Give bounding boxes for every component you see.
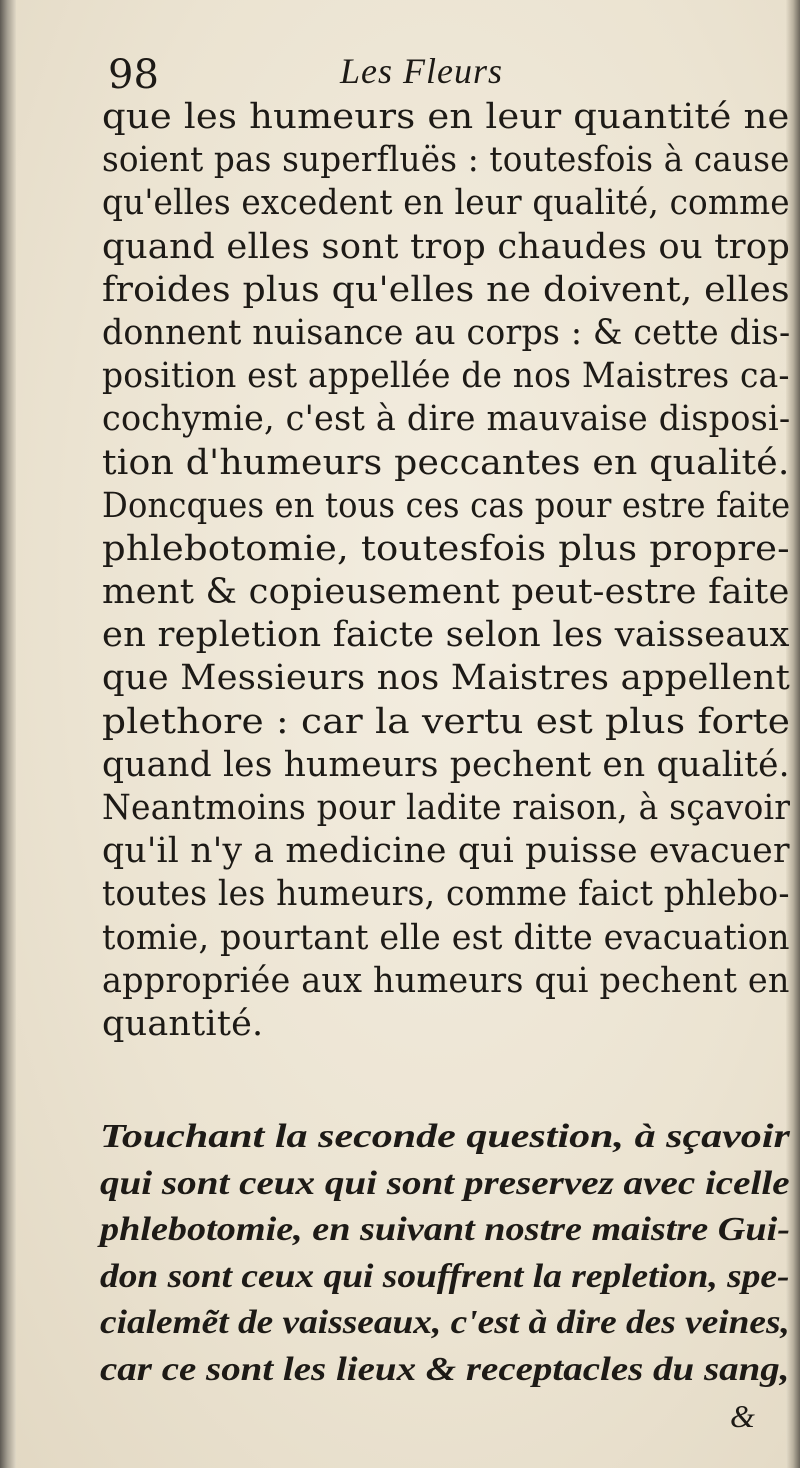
text-line: donnent nuisance au corps : & cette dis- xyxy=(102,312,791,353)
page-number: 98 xyxy=(108,52,159,98)
italic-line: car ce sont les lieux & receptacles du sang, xyxy=(100,1350,790,1388)
text-line: toutes les humeurs, comme faict phlebo- xyxy=(102,874,790,915)
text-line: ment & copieusement peut-estre faite xyxy=(102,572,790,613)
text-line: froides plus qu'elles ne doivent, elles xyxy=(102,269,790,310)
text-line: tion d'humeurs peccantes en qualité. xyxy=(102,442,790,483)
binding-gutter-left xyxy=(0,0,16,1468)
text-line: quand elles sont trop chaudes ou trop xyxy=(102,226,791,267)
running-title: Les Fleurs xyxy=(340,51,503,91)
italic-line: cialemẽt de vaisseaux, c'est à dire des veines, xyxy=(100,1304,790,1341)
text-line: quantité. xyxy=(102,1003,264,1044)
text-line: soient pas superfluës : toutesfois à cause xyxy=(102,140,790,181)
italic-line: qui sont ceux qui sont preservez avec icelle xyxy=(100,1164,790,1202)
italic-paragraph xyxy=(100,1114,792,1393)
text-line: appropriée aux humeurs qui pechent en xyxy=(102,960,790,1001)
body-paragraph xyxy=(102,96,792,1046)
italic-line: don sont ceux qui souffrent la repletion, spe- xyxy=(100,1257,790,1295)
text-line: plethore : car la vertu est plus forte xyxy=(102,701,791,742)
text-line: quand les humeurs pechent en qualité. xyxy=(102,744,790,785)
text-line: qu'il n'y a medicine qui puisse evacuer xyxy=(102,831,790,872)
text-line: que Messieurs nos Maistres appellent xyxy=(102,658,790,699)
catchword: & xyxy=(730,1398,755,1434)
text-line: Doncques en tous ces cas pour estre faite xyxy=(102,485,791,526)
text-line: en repletion faicte selon les vaisseaux xyxy=(102,615,790,656)
text-line: Neantmoins pour ladite raison, à sçavoir xyxy=(102,788,791,828)
text-line: tomie, pourtant elle est ditte evacuation xyxy=(102,917,790,958)
italic-line: phlebotomie, en suivant nostre maistre Gui- xyxy=(100,1211,790,1248)
text-line: que les humeurs en leur quantité ne xyxy=(102,97,790,137)
text-line: cochymie, c'est à dire mauvaise disposi- xyxy=(102,399,791,440)
text-line: position est appellée de nos Maistres ca- xyxy=(102,356,790,397)
page-header xyxy=(108,48,668,100)
text-line: qu'elles excedent en leur qualité, comme xyxy=(102,183,790,224)
italic-line: Touchant la seconde question, à sçavoir xyxy=(100,1118,790,1155)
text-line: phlebotomie, toutesfois plus propre- xyxy=(102,528,790,569)
